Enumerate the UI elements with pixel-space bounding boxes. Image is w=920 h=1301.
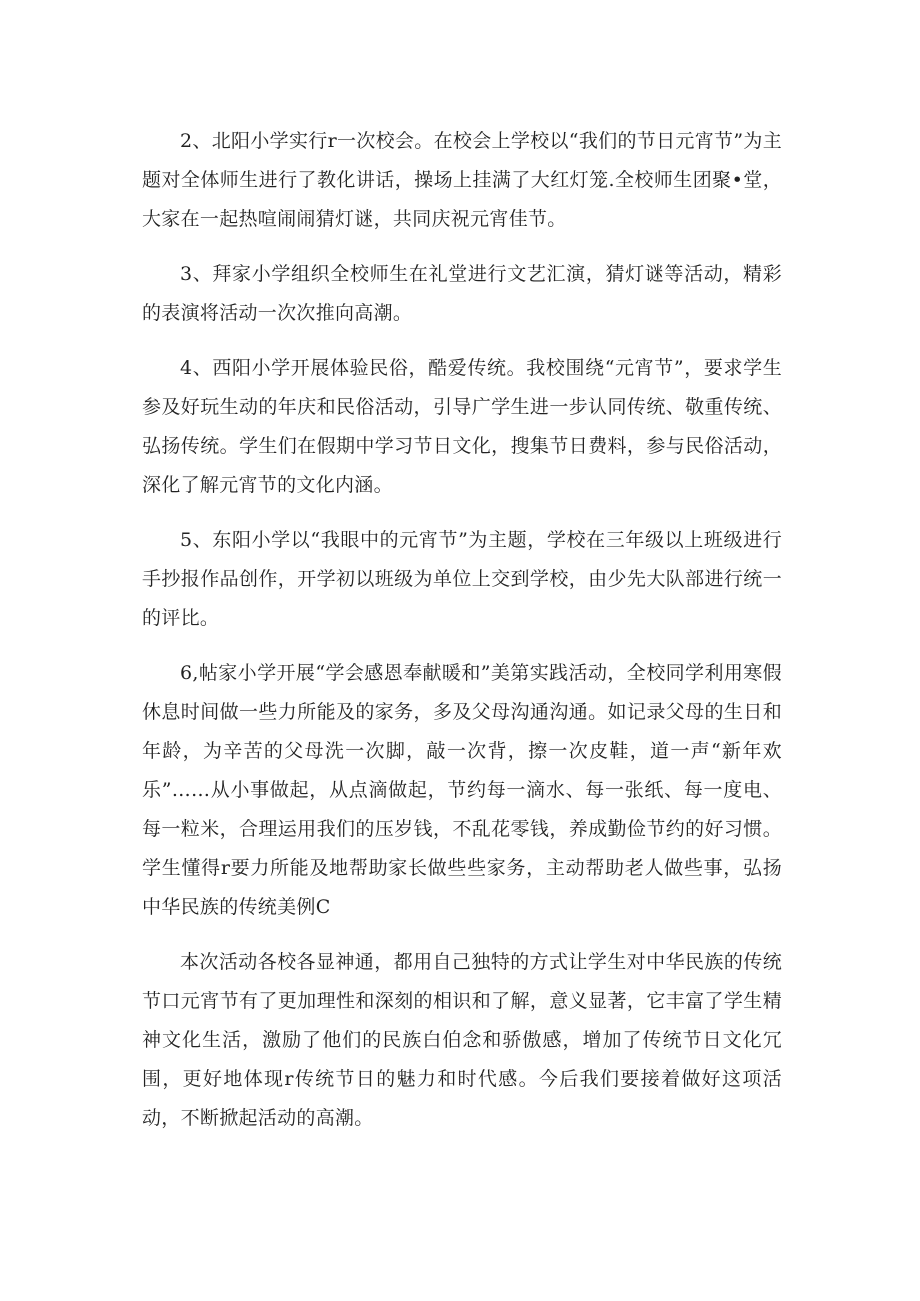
paragraph-3-baijia: 3、拜家小学组织全校师生在礼堂进行文艺汇演，猜灯谜等活动，精彩的表演将活动一次次推向高潮。: [142, 263, 782, 324]
paragraph-summary: 本次活动各校各显神通，都用自己独特的方式让学生对中华民族的传统节口元宵节有了更加理性和深刻的相识和了解，意义显著，它丰富了学生精神文化生活，激励了他们的民族白伯念和骄傲感，增加了传统节日文化冗围，更好地体现r传统节日的魅力和时代感。今后我们要接着做好这项活动，不断掀起活动的高潮。: [142, 951, 782, 1129]
paragraph-6-tiejia: 6,帖家小学开展“学会感恩奉献暖和”美第实践活动，全校同学利用寒假休息时间做一些力所能及的家务，多及父母沟通沟通。如记录父母的生日和年龄，为辛苦的父母洗一次脚，敲一次背，擦一次皮鞋，道一声“新年欢乐”……从小事做起，从点滴做起，节约每一滴水、每一张纸、每一度电、每一粒米，合理运用我们的压岁钱，不乱花零钱，养成勤俭节约的好习惯。学生懂得r要力所能及地帮助家长做些些家务，主动帮助老人做些事，弘扬中华民族的传统美例C: [142, 662, 782, 918]
paragraph-2-beiyang: 2、北阳小学实行r一次校会。在校会上学校以“我们的节日元宵节”为主题对全体师生进行了教化讲话，操场上挂满了大红灯笼.全校师生团聚•堂，大家在一起热喧闹闹猜灯谜，共同庆祝元宵佳节。: [142, 130, 782, 230]
paragraph-5-dongyang: 5、东阳小学以“我眼中的元宵节”为主题，学校在三年级以上班级进行手抄报作品创作，开学初以班级为单位上交到学校，由少先大队部进行统一的评比。: [142, 529, 782, 629]
document-body: [142, 122, 782, 1154]
paragraph-4-xiyang: 4、西阳小学开展体验民俗，酷爱传统。我校围绕“元宵节”，要求学生参及好玩生动的年庆和民俗活动，引导广学生进一步认同传统、敬重传统、弘扬传统。学生们在假期中学习节日文化，搜集节日费料，参与民俗活动，深化了解元宵节的文化内涵。: [142, 357, 782, 496]
